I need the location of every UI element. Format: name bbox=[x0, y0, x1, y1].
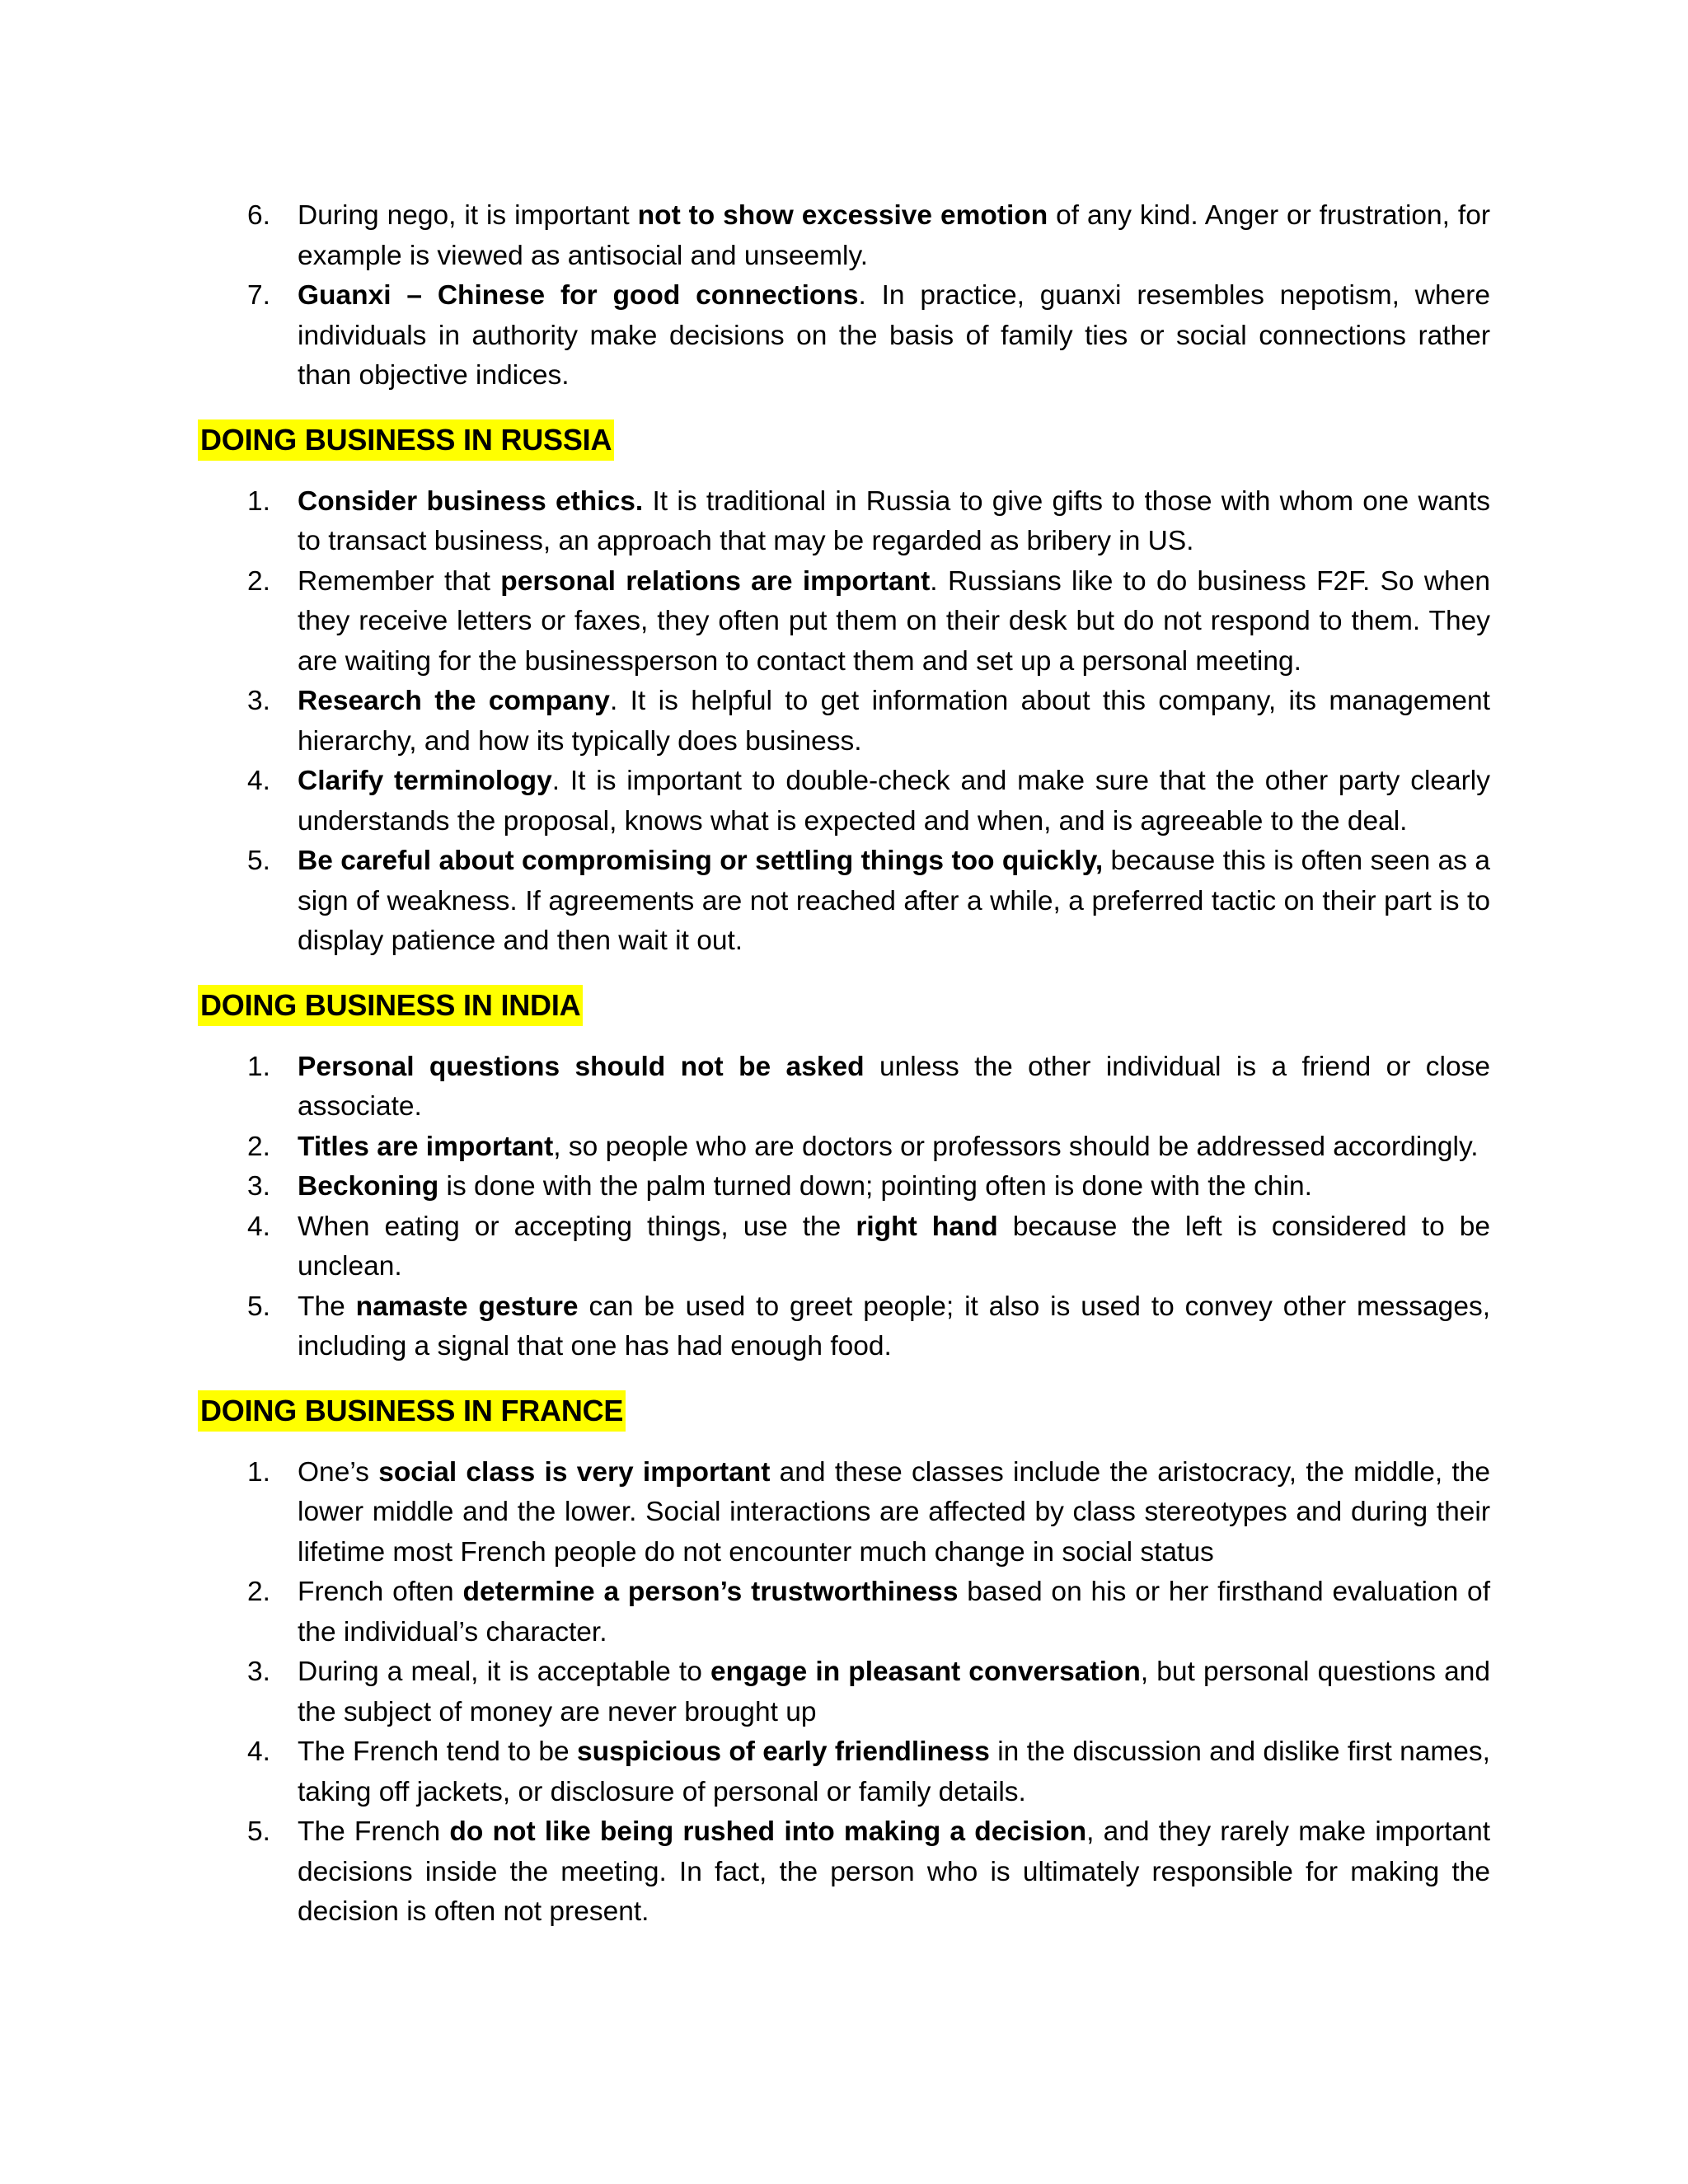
list-item bbox=[198, 682, 1490, 762]
text-run: of any kind. Anger or frustration, for example is viewed as antisocial and unseemly. bbox=[298, 200, 1490, 271]
list-item-number: 6. bbox=[247, 200, 270, 231]
bold-phrase: do not like being rushed into making a decision bbox=[449, 1816, 1087, 1847]
list-item-number: 1. bbox=[247, 1456, 270, 1488]
list-item-text bbox=[298, 766, 1490, 837]
bold-phrase: social class is very important bbox=[378, 1456, 771, 1488]
bold-phrase: Guanxi – Chinese for good connections bbox=[298, 280, 859, 311]
section-heading-row bbox=[198, 419, 1490, 461]
bold-phrase: Be careful about compromising or settling things too quickly, bbox=[298, 846, 1104, 876]
bold-phrase: Titles are important bbox=[298, 1131, 554, 1162]
list-item-text bbox=[298, 846, 1490, 956]
section-heading: DOING BUSINESS IN FRANCE bbox=[198, 1390, 626, 1432]
document-body bbox=[198, 196, 1490, 1933]
bold-phrase: suspicious of early friendliness bbox=[577, 1736, 990, 1767]
text-run: , and they rarely make important decisions inside the meeting. In fact, the person who is ultimately responsible for making the decision is often not present. bbox=[298, 1816, 1491, 1927]
list-item-text bbox=[298, 1816, 1490, 1927]
list-item-number: 1. bbox=[247, 485, 270, 517]
list-item-text bbox=[298, 1052, 1490, 1122]
text-run: . It is important to double-check and make sure that the other party clearly understands the proposal, knows what is expected and when, and is agreeable to the deal. bbox=[298, 766, 1490, 837]
list-item-text bbox=[298, 1132, 1479, 1162]
text-run: in the discussion and dislike first names, taking off jackets, or disclosure of personal or family details. bbox=[298, 1736, 1490, 1807]
list-item-text bbox=[298, 566, 1490, 677]
list-item-text bbox=[298, 280, 1490, 391]
text-run: , so people who are doctors or professors should be addressed accordingly. bbox=[553, 1131, 1479, 1162]
list-item-number: 4. bbox=[247, 766, 270, 796]
list-item-number: 4. bbox=[247, 1211, 270, 1242]
list-item bbox=[198, 1453, 1490, 1573]
list-item bbox=[198, 1047, 1490, 1127]
text-run: . Russians like to do business F2F. So when they receive letters or faxes, they often put them on their desk but do not respond to them. They are waiting for the businessperson to contact them and set up a personal meeting. bbox=[298, 565, 1490, 677]
text-run: During a meal, it is acceptable to bbox=[298, 1657, 710, 1687]
text-run: The French bbox=[298, 1816, 450, 1847]
document-section bbox=[198, 1390, 1490, 1933]
list-item-text bbox=[298, 1291, 1490, 1362]
section-heading: DOING BUSINESS IN INDIA bbox=[198, 985, 583, 1026]
list-item bbox=[198, 1287, 1490, 1367]
text-run: based on his or her firsthand evaluation of the individual’s character. bbox=[298, 1577, 1490, 1647]
list-item bbox=[198, 482, 1490, 562]
bold-phrase: not to show excessive emotion bbox=[637, 200, 1048, 231]
list-item-number: 4. bbox=[247, 1736, 270, 1767]
document-section bbox=[198, 196, 1490, 396]
bold-phrase: personal relations are important bbox=[500, 565, 931, 597]
list-item-number: 3. bbox=[247, 1171, 270, 1202]
list-item-text bbox=[298, 686, 1490, 757]
list-item bbox=[198, 762, 1490, 841]
section-heading: DOING BUSINESS IN RUSSIA bbox=[198, 419, 614, 461]
list-item-number: 3. bbox=[247, 1657, 270, 1687]
bold-phrase: right hand bbox=[856, 1211, 998, 1242]
list-item-text bbox=[298, 1212, 1490, 1282]
numbered-list bbox=[198, 482, 1490, 962]
bold-phrase: namaste gesture bbox=[355, 1291, 579, 1322]
text-run: The bbox=[298, 1291, 356, 1322]
text-run: . In practice, guanxi resembles nepotism, where individuals in authority make decisions on the basis of family ties or social connections rather than objective indices. bbox=[298, 280, 1490, 391]
list-item bbox=[198, 1207, 1490, 1287]
list-item-number: 1. bbox=[247, 1051, 270, 1082]
text-run: During nego, it is important bbox=[298, 200, 638, 231]
text-run: Remember that bbox=[298, 565, 501, 597]
list-item bbox=[198, 841, 1490, 962]
text-run: is done with the palm turned down; pointing often is done with the chin. bbox=[438, 1171, 1312, 1202]
list-item-number: 7. bbox=[247, 280, 270, 311]
section-heading-row bbox=[198, 985, 1490, 1026]
bold-phrase: Consider business ethics. bbox=[298, 485, 644, 517]
list-item-text bbox=[298, 486, 1490, 557]
list-item-number: 3. bbox=[247, 686, 270, 716]
numbered-list bbox=[198, 1047, 1490, 1367]
bold-phrase: Clarify terminology bbox=[298, 766, 552, 796]
list-item-text bbox=[298, 200, 1490, 271]
text-run: . It is helpful to get information about this company, its management hierarchy, and how its typically does business. bbox=[298, 686, 1490, 757]
numbered-list bbox=[198, 1453, 1490, 1933]
document-section bbox=[198, 419, 1490, 962]
text-run: because this is often seen as a sign of weakness. If agreements are not reached after a while, a preferred tactic on their part is to display patience and then wait it out. bbox=[298, 846, 1490, 956]
text-run: It is traditional in Russia to give gifts to those with whom one wants to transact business, an approach that may be regarded as bribery in US. bbox=[298, 485, 1490, 556]
list-item bbox=[198, 1652, 1490, 1732]
text-run: The French tend to be bbox=[298, 1736, 578, 1767]
bold-phrase: Research the company bbox=[298, 686, 610, 716]
text-run: and these classes include the aristocracy, the middle, the lower middle and the lower. Social interactions are affected by class stereotypes and during their lifetime most French people do not encounter much change in social status bbox=[298, 1456, 1491, 1568]
bold-phrase: engage in pleasant conversation bbox=[710, 1657, 1141, 1687]
document-section bbox=[198, 985, 1490, 1367]
list-item-text bbox=[298, 1736, 1490, 1807]
list-item-number: 5. bbox=[247, 1816, 270, 1847]
list-item bbox=[198, 1167, 1490, 1207]
list-item bbox=[198, 562, 1490, 682]
text-run: unless the other individual is a friend or close associate. bbox=[298, 1051, 1490, 1122]
list-item-number: 2. bbox=[247, 565, 270, 597]
section-heading-row bbox=[198, 1390, 1490, 1432]
bold-phrase: Beckoning bbox=[298, 1171, 439, 1202]
list-item-number: 5. bbox=[247, 1291, 270, 1322]
list-item bbox=[198, 1732, 1490, 1812]
text-run: When eating or accepting things, use the bbox=[298, 1211, 856, 1242]
text-run: can be used to greet people; it also is used to convey other messages, including a signal that one has had enough food. bbox=[298, 1291, 1491, 1361]
list-item-number: 2. bbox=[247, 1131, 270, 1162]
list-item-text bbox=[298, 1657, 1490, 1727]
list-item-number: 5. bbox=[247, 846, 270, 876]
numbered-list bbox=[198, 196, 1490, 396]
text-run: because the left is considered to be unclean. bbox=[298, 1211, 1490, 1282]
list-item bbox=[198, 1127, 1490, 1168]
list-item-text bbox=[298, 1577, 1490, 1647]
list-item bbox=[198, 1812, 1490, 1933]
list-item-number: 2. bbox=[247, 1577, 270, 1607]
bold-phrase: determine a person’s trustworthiness bbox=[462, 1577, 959, 1607]
text-run: , but personal questions and the subject of money are never brought up bbox=[298, 1657, 1490, 1727]
list-item bbox=[198, 196, 1490, 276]
bold-phrase: Personal questions should not be asked bbox=[298, 1051, 865, 1082]
list-item-text bbox=[298, 1171, 1312, 1202]
text-run: French often bbox=[298, 1577, 463, 1607]
list-item bbox=[198, 276, 1490, 396]
list-item-text bbox=[298, 1457, 1490, 1568]
list-item bbox=[198, 1572, 1490, 1652]
text-run: One’s bbox=[298, 1456, 379, 1488]
